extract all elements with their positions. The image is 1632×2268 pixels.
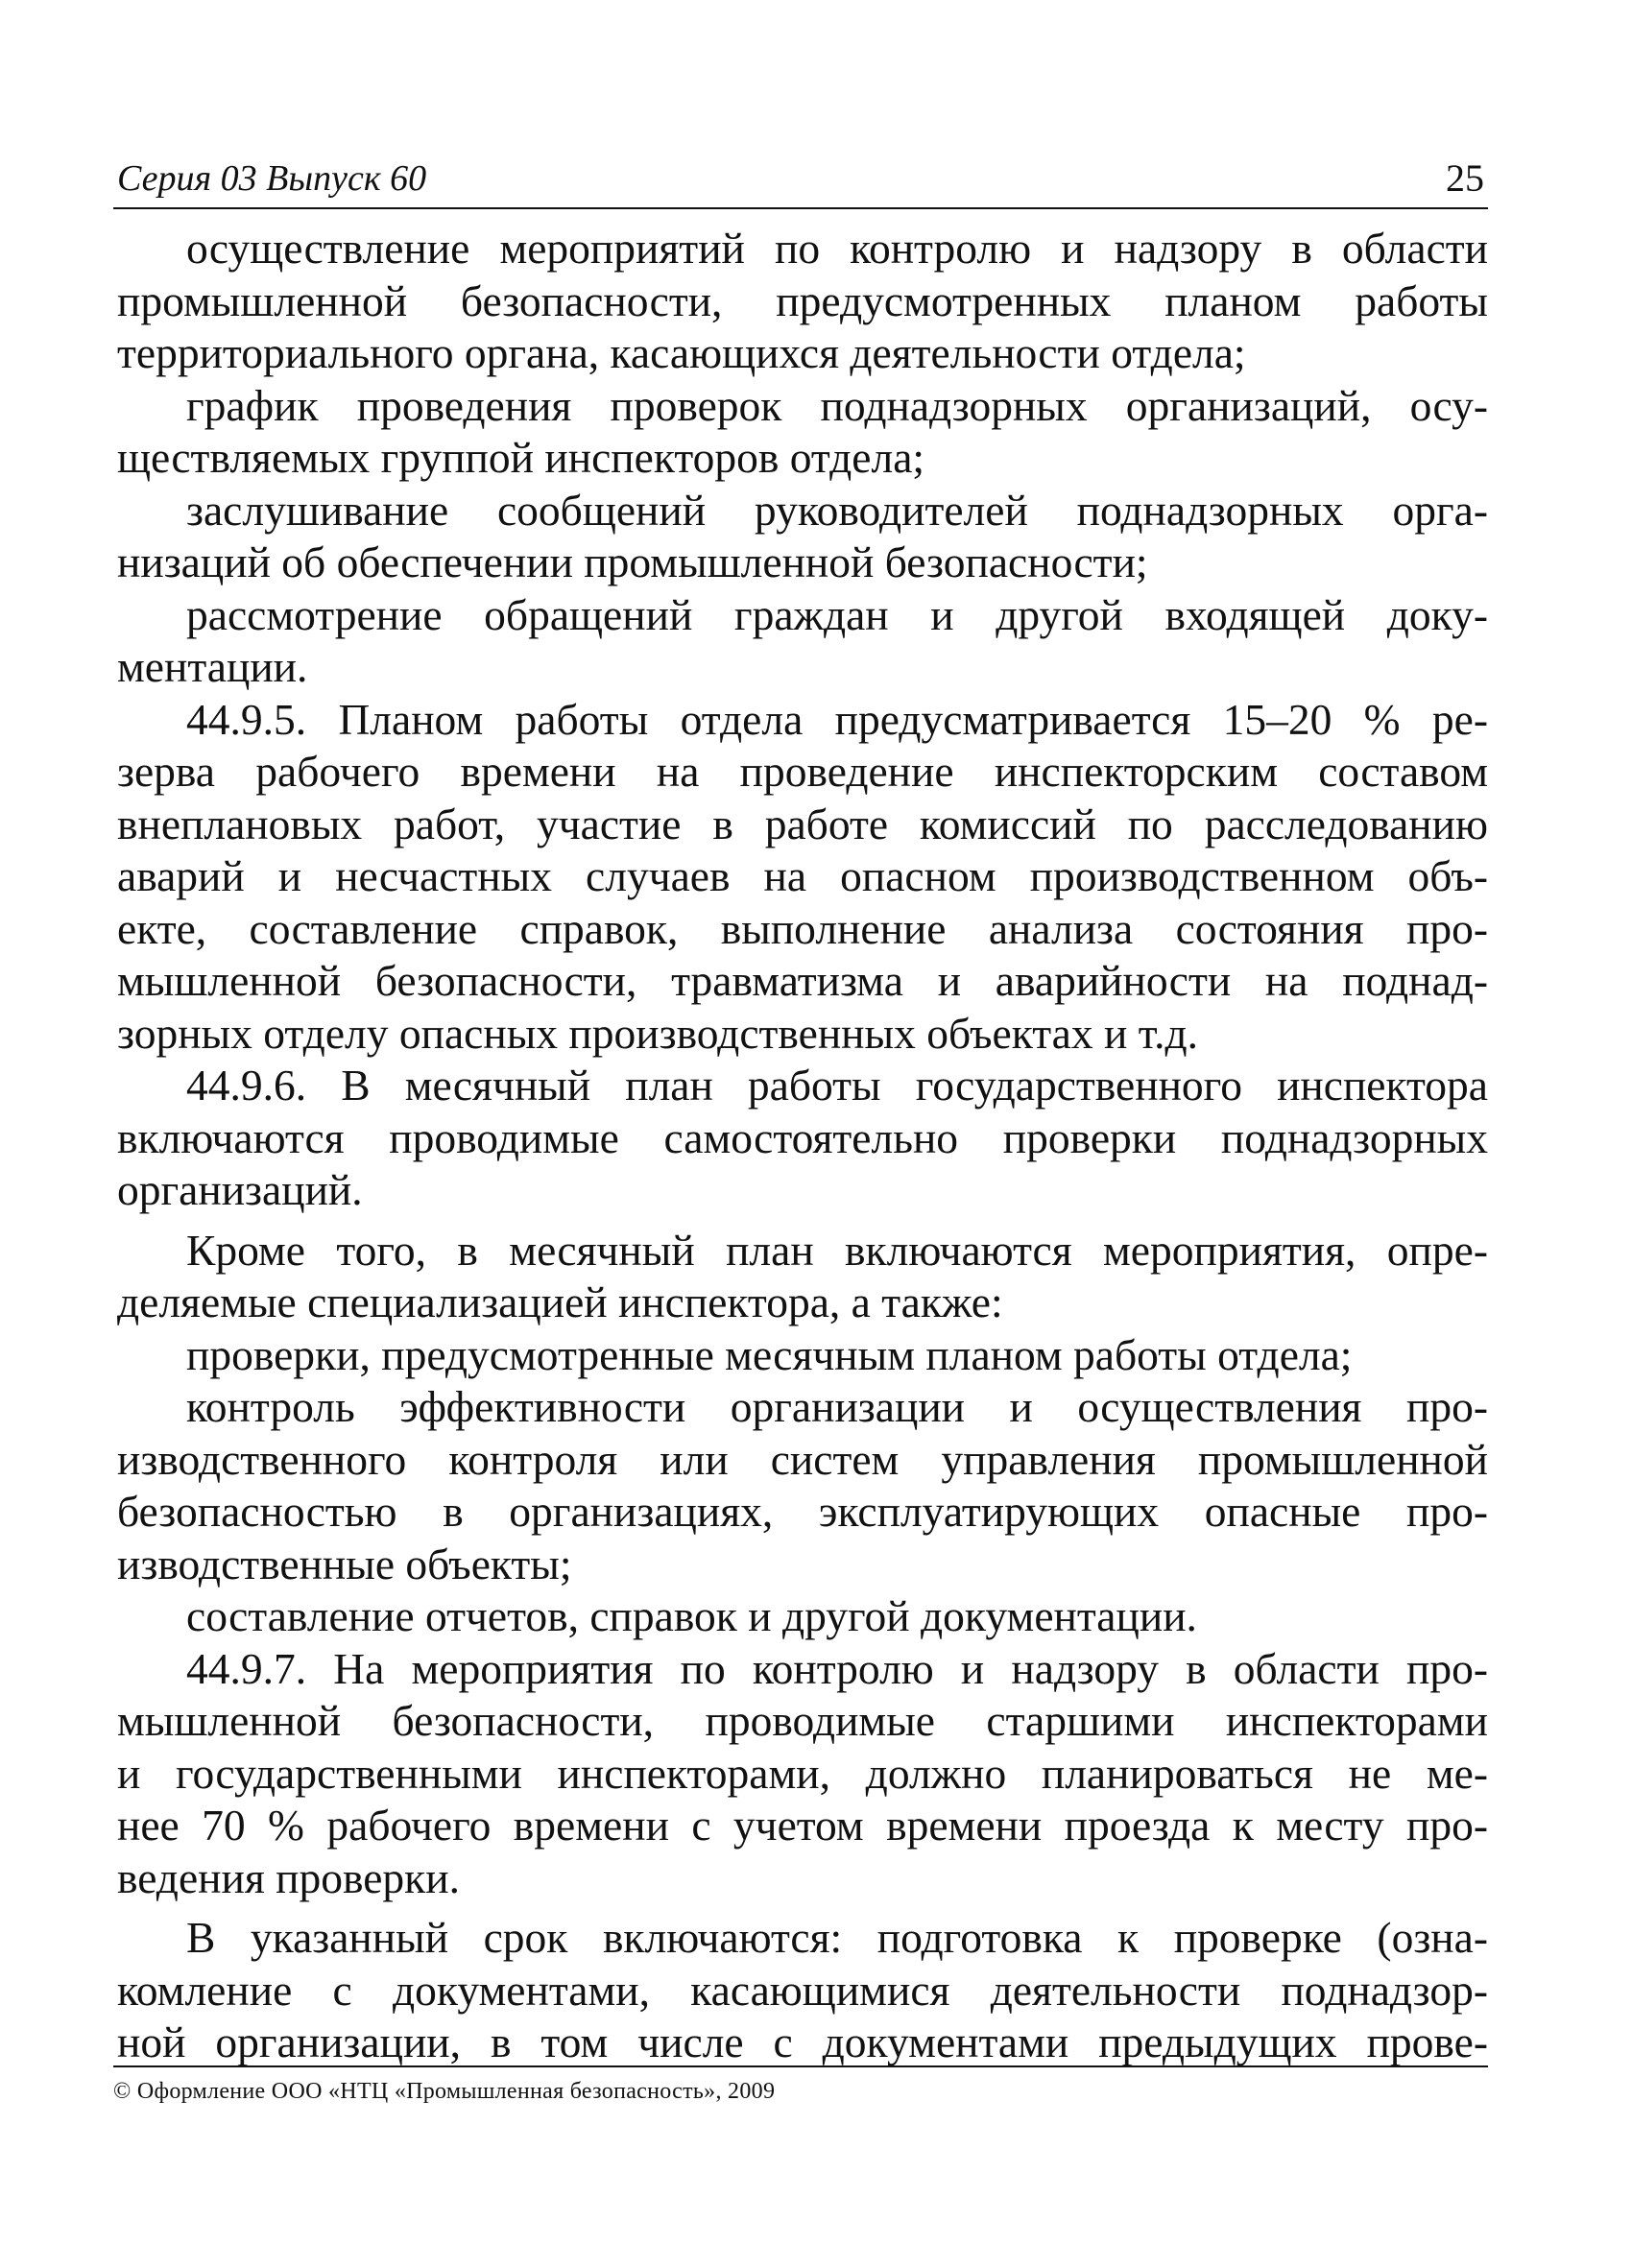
text-line: ществляемых группой инспекторов отдела; <box>117 433 925 482</box>
text-line: промышленной безопасности, предусмотренных планом работы <box>117 275 1488 325</box>
text-line: низаций об обеспечении промышленной безопасности; <box>117 537 1148 586</box>
text-line: мышленной безопасности, проводимые старшими инспекторами <box>117 1696 1488 1745</box>
running-header <box>113 152 1488 209</box>
text-line: екте, составление справок, выполнение анализа состояния про- <box>117 903 1488 953</box>
text-line: зорных отделу опасных производственных объектах и т.д. <box>117 1008 1199 1058</box>
series-title: Серия 03 Выпуск 60 <box>117 158 427 199</box>
text-line: комление с документами, касающимися деятельности поднадзор- <box>117 1965 1488 2015</box>
text-line: изводственного контроля или систем управления промышленной <box>117 1434 1488 1484</box>
text-line: составление отчетов, справок и другой документации. <box>186 1591 1197 1640</box>
text-line: 44.9.6. В месячный план работы государственного инспектора <box>186 1061 1488 1110</box>
body-text <box>117 223 1488 2069</box>
paragraph-gap <box>117 1217 1488 1225</box>
text-line: деляемые специализацией инспектора, а также: <box>117 1277 1003 1326</box>
text-line: и государственными инспекторами, должно планироваться не ме- <box>117 1748 1488 1798</box>
text-line: территориального органа, касающихся деятельности отдела; <box>117 328 1246 377</box>
text-line: рассмотрение обращений граждан и другой входящей доку- <box>186 589 1488 639</box>
text-line: организаций. <box>117 1165 363 1214</box>
text-line: ной организации, в том числе с документами предыдущих прове- <box>117 2017 1488 2066</box>
text-line: зерва рабочего времени на проведение инспекторским составом <box>117 747 1488 796</box>
text-line: внеплановых работ, участие в работе комиссий по расследованию <box>117 799 1488 848</box>
text-line: Кроме того, в месячный план включаются мероприятия, опре- <box>186 1225 1488 1275</box>
text-line: заслушивание сообщений руководителей поднадзорных орга- <box>186 485 1488 535</box>
text-line: ведения проверки. <box>117 1852 461 1902</box>
page-number: 25 <box>1446 156 1484 200</box>
text-line: В указанный срок включаются: подготовка к проверке (озна- <box>186 1913 1488 1962</box>
text-line: проверки, предусмотренные месячным планом работы отдела; <box>186 1329 1353 1379</box>
text-line: изводственные объекты; <box>117 1539 572 1588</box>
text-line: включаются проводимые самостоятельно проверки поднадзорных <box>117 1112 1488 1162</box>
text-line: безопасностью в организациях, эксплуатирующих опасные про- <box>117 1487 1488 1536</box>
text-line: ментации. <box>117 642 308 691</box>
text-line: нее 70 % рабочего времени с учетом времени проезда к месту про- <box>117 1801 1488 1850</box>
text-line: график проведения проверок поднадзорных организаций, осу- <box>186 380 1488 430</box>
text-line: аварий и несчастных случаев на опасном производственном объ- <box>117 851 1488 900</box>
text-line: осуществление мероприятий по контролю и надзору в области <box>186 224 1488 273</box>
text-line: мышленной безопасности, травматизма и аварийности на поднад- <box>117 956 1488 1005</box>
paragraph-gap <box>117 1904 1488 1912</box>
copyright-footer: © Оформление ООО «НТЦ «Промышленная безопасность», 2009 <box>113 2065 1488 2106</box>
text-line: контроль эффективности организации и осуществления про- <box>186 1382 1488 1431</box>
text-line: 44.9.7. На мероприятия по контролю и надзору в области про- <box>186 1643 1488 1693</box>
text-line: 44.9.5. Планом работы отдела предусматривается 15–20 % ре- <box>186 694 1488 744</box>
